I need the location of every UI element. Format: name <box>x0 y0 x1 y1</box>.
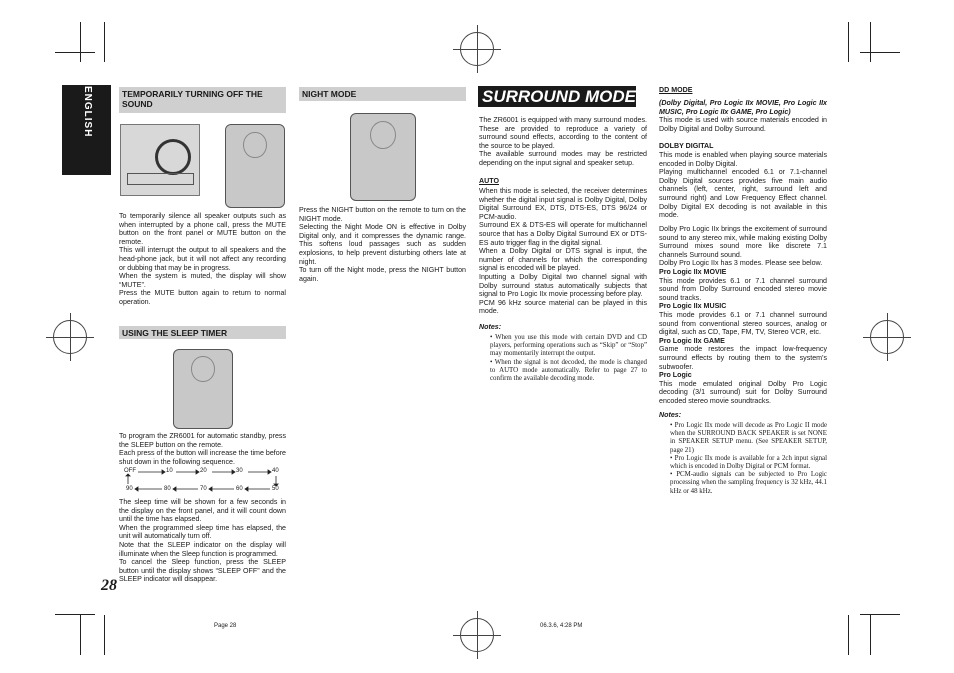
note-item: • Pro Logic IIx mode is available for a 2ch input signal which is encoded in Dolby Digital or PCM format. <box>670 455 827 471</box>
paragraph: Selecting the Night Mode ON is effective in Dolby Digital only, and it compresses the dynamic range. This softens loud passages such as sudden explosions, to help prevent disturbing others late at night. <box>299 223 466 266</box>
registration-mark <box>53 320 87 354</box>
remote-control-image <box>225 124 285 208</box>
seq-label: 70 <box>200 486 207 492</box>
crop-mark <box>860 52 900 53</box>
subheading: Pro Logic IIx MOVIE <box>659 267 727 276</box>
crop-mark <box>80 615 81 655</box>
crop-mark <box>860 614 900 615</box>
paragraph: This mode provides 6.1 or 7.1 channel surround sound from conventional stereo sources, analog or digital, such as CD, Tape, FM, TV, Stereo VCR, etc. <box>659 310 827 337</box>
dd-mode-heading: DD MODE <box>659 86 693 94</box>
dd-notes <box>670 422 827 496</box>
paragraph: When a Dolby Digital or DTS signal is input, the number of channels for which the corresponding signal is encoded will be played. <box>479 247 647 273</box>
pro-logic-text <box>659 225 827 405</box>
paragraph: To program the ZR6001 for automatic standby, press the SLEEP button on the remote. <box>119 432 286 449</box>
paragraph: This mode provides 6.1 or 7.1 channel surround sound from Dolby Surround encoded stereo movie sound tracks. <box>659 276 827 302</box>
crop-mark <box>55 614 95 615</box>
dd-mode-text <box>659 99 827 133</box>
paragraph: The sleep time will be shown for a few seconds in the display on the front panel, and it will count down until the time has elapsed. <box>119 498 286 524</box>
notes-heading: Notes: <box>659 411 682 419</box>
note-item: • Pro Logic IIx mode will decode as Pro Logic II mode when the SURROUND BACK SPEAKER is set NONE in SPEAKER SETUP menu. (See SPEAKER SETUP, page 21) <box>670 422 827 455</box>
note-item: • When the signal is not decoded, the mode is changed to AUTO mode automatically. Refer to page 27 to confirm the available decoding mode. <box>490 359 647 384</box>
paragraph: To temporarily silence all speaker outputs such as when interrupted by a phone call, press the MUTE button on the front panel or MUTE button on the remote. <box>119 212 286 246</box>
subheading: Pro Logic <box>659 371 692 380</box>
paragraph: To turn off the Night mode, press the NIGHT button again. <box>299 266 466 283</box>
paragraph: Inputting a Dolby Digital two channel signal with Dolby surround status automatically subjects that signal to Pro Logic IIx movie processing before play. <box>479 272 647 299</box>
auto-heading: AUTO <box>479 177 499 185</box>
seq-label: 20 <box>200 468 207 474</box>
paragraph: When the programmed sleep time has elapsed, the unit will automatically turn off. <box>119 523 286 541</box>
page-number: 28 <box>101 577 117 594</box>
remote-control-image <box>350 113 416 201</box>
crop-mark <box>848 615 849 655</box>
seq-label: 60 <box>236 486 243 492</box>
paragraph: This mode emulated original Dolby Pro Logic decoding (3/1 surround) suit for Dolby Surround encoded stereo movie soundtracks. <box>659 379 827 405</box>
paragraph: Press the NIGHT button on the remote to turn on the NIGHT mode. <box>299 206 466 223</box>
sleep-text-b <box>119 498 286 584</box>
paragraph: This will interrupt the output to all speakers and the head-phone jack, but it will not affect any recording or dubbing that may be in progress. <box>119 246 286 272</box>
dolby-digital-text <box>659 151 827 220</box>
paragraph: (Dolby Digital, Pro Logic IIx MOVIE, Pro Logic IIx MUSIC, Pro Logic IIx GAME, Pro Logic) <box>659 99 827 116</box>
registration-mark <box>870 320 904 354</box>
subheading: Pro Logic IIx GAME <box>659 336 725 345</box>
paragraph: Surround EX & DTS-ES will operate for multichannel source that has a Dolby Digital Surround EX or DTS-ES auto trigger flag in the digital signal. <box>479 221 647 247</box>
crop-mark <box>870 22 871 62</box>
seq-label: 80 <box>164 486 171 492</box>
note-item: • When you use this mode with certain DVD and CD players, performing operations such as “Skip” or “Stop” may momentarily interrupt the output. <box>490 334 647 359</box>
paragraph: When the system is muted, the display will show “MUTE”. <box>119 272 286 289</box>
paragraph: When this mode is selected, the receiver determines whether the digital input signal is Dolby Digital, Dolby Digital Surround EX, DTS, DTS-ES, DTS 96/24 or PCM-audio. <box>479 187 647 221</box>
section-header-mute: TEMPORARILY TURNING OFF THE SOUND <box>119 87 286 113</box>
paragraph: Game mode restores the impact low-frequency surround effects by routing them to the system's subwoofer. <box>659 345 827 371</box>
registration-mark <box>460 32 494 66</box>
registration-mark <box>460 618 494 652</box>
paragraph: The available surround modes may be restricted depending on the input signal and speaker setup. <box>479 150 647 167</box>
language-label: ENGLISH <box>82 86 93 138</box>
remote-control-image <box>173 349 233 429</box>
seq-label: 40 <box>272 468 279 474</box>
crop-mark <box>848 22 849 62</box>
surround-intro <box>479 116 647 168</box>
receiver-front-panel-image <box>120 124 200 196</box>
crop-mark <box>104 22 105 62</box>
crop-mark <box>870 615 871 655</box>
footer-right: 06.3.6, 4:28 PM <box>540 623 583 629</box>
paragraph: Dolby Pro Logic IIx brings the excitement of surround sound to any stereo mix, while making existing Dolby Surround mixes sound more like discrete 7.1 channels Surround sound. <box>659 225 827 259</box>
crop-mark <box>80 22 81 62</box>
seq-label: 50 <box>272 486 279 492</box>
section-header-night: NIGHT MODE <box>299 87 466 101</box>
auto-notes <box>490 334 647 383</box>
paragraph: This mode is enabled when playing source materials encoded in Dolby Digital. <box>659 151 827 168</box>
notes-heading: Notes: <box>479 323 502 331</box>
paragraph: Dolby Pro Logic IIx has 3 modes. Please see below. <box>659 259 823 268</box>
paragraph: To cancel the Sleep function, press the SLEEP button until the display shows “SLEEP OFF” and the SLEEP indicator will disappear. <box>119 558 286 584</box>
paragraph: PCM 96 kHz source material can be played in this mode. <box>479 298 647 316</box>
paragraph: Playing multichannel encoded 6.1 or 7.1-channel Dolby Digital sources provides five main audio channels (left, center, right, surround left and surround right) and Low Frequency Effect channel. Dolby Digital EX decoding is not available in this mode. <box>659 168 827 220</box>
mute-text <box>119 212 286 307</box>
sleep-text-a <box>119 432 286 466</box>
paragraph: The ZR6001 is equipped with many surround modes. These are provided to reproduce a variety of surround sound effects, according to the content of the source to be played. <box>479 116 647 150</box>
paragraph: Press the MUTE button again to return to normal operation. <box>119 289 286 306</box>
auto-text <box>479 187 647 316</box>
sleep-sequence-diagram <box>124 468 284 494</box>
page-title: SURROUND MODE <box>482 87 636 106</box>
seq-label: 90 <box>126 486 133 492</box>
paragraph: This mode is used with source materials encoded in Dolby Digital and Dolby Surround. <box>659 116 827 133</box>
seq-label: OFF <box>124 468 136 474</box>
sequence-arrows <box>124 468 284 494</box>
crop-mark <box>104 615 105 655</box>
crop-mark <box>55 52 95 53</box>
paragraph: Note that the SLEEP indicator on the display will illuminate when the Sleep function is programmed. <box>119 540 286 558</box>
subheading: Pro Logic IIx MUSIC <box>659 302 727 311</box>
paragraph: Each press of the button will increase the time before shut down in the following sequence. <box>119 449 286 466</box>
footer-left: Page 28 <box>214 623 237 629</box>
section-header-sleep: USING THE SLEEP TIMER <box>119 326 286 339</box>
seq-label: 10 <box>166 468 173 474</box>
seq-label: 30 <box>236 468 243 474</box>
note-item: • PCM-audio signals can be subjected to Pro Logic processing when the sampling frequency is 32 kHz, 44.1 kHz or 48 kHz. <box>670 471 827 496</box>
night-text <box>299 206 466 283</box>
dolby-digital-heading: DOLBY DIGITAL <box>659 142 714 150</box>
